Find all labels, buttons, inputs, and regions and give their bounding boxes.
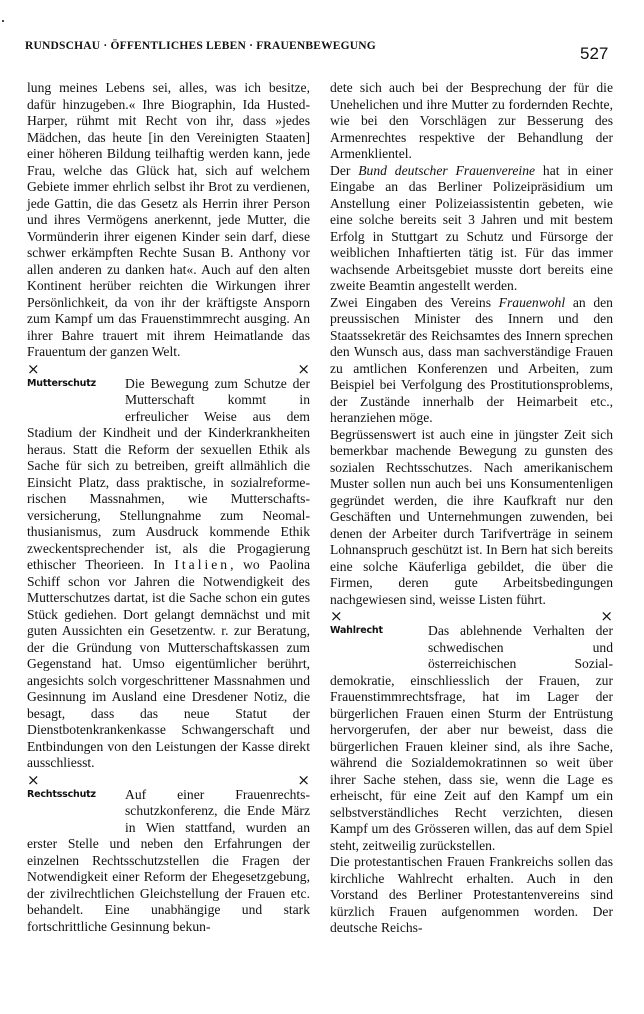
section-mutterschutz (27, 376, 310, 772)
scan-speck (2, 20, 4, 22)
paragraph-armenrecht: dete sich auch bei der Besprechung der für die Unehelichen und ihre Mutter zu fordernden Rechte, wie bei den Vorschlägen zur Besserung des Armenrechtes respektive der Behandlung der Armenklientel. (330, 80, 613, 161)
section-text-wahlrecht: Das ablehnende Verhalten der schwedischen und österreichischen Sozialdemokratie, einschliesslich der Frauen, zur Frauenstimmrechtsfrage, hat im Lager der bürgerlichen Frauen einen Sturm der Entrüstung hervorgerufen, der aber nur beweist, dass die bürgerlichen Frauen kleiner sind, als ihre Sache, während die Sozialdemokratinnen so weit über ihrer Sache stehen, dass sie, wenn die Lage es erheischt, für eine Zeit auf den Kampf um ein selbstverständliches Recht verzichten, diesen Kampf um des Grösseren willen, das auf dem Spiel steht, zeitweilig zurückstellen. (330, 623, 613, 853)
text: Der (330, 162, 359, 178)
cross-icon: × (330, 607, 343, 625)
right-column (330, 80, 613, 937)
section-heading-wahlrecht: Wahlrecht (330, 625, 383, 636)
section-text-rechtsschutz: Auf einer Frauenrechtsschutzkonferenz, die Ende März in Wien stattfand, wurden an erster Stelle und neben den Erfahrungen der einzelnen Rechtsschutzstellen die Fragen der Notwendigkeit einer Reform der Ehegesetzgebung, der zivilrechtlichen Gleichstellung der Frauen etc. behandelt. Eine unabhängige und stark fortschrittliche Gesinnung bekun- (27, 786, 310, 934)
cross-icon: × (600, 607, 613, 625)
text: Zwei Eingaben des Vereins (330, 294, 499, 310)
paragraph-polizeiassistentin (330, 163, 613, 295)
text: an den preussischen Minister des Innern und den Staatssekretär des Reichsamtes des Innern sprechen den Wunsch aus, dass man sachverständige Frauen zu amtlichen Konferenzen und Arbeiten, zum Beispiel bei Verfolgung des Prostitutionsproblems, der Zustände innerhalb der Heimarbeit etc., heranziehen möge. (330, 294, 613, 425)
paragraph-anthony: lung meines Lebens sei, alles, was ich besitze, dafür hinzugeben.« Ihre Biographin, Ida Husted-Harper, rühmt mit Recht von ihr, dass »jedes Mädchen, das heute [in den Vereinigten Staaten] einer höheren Bildung teilhaftig werden kann, jede Frau, welche das Glück hat, sich auf welchem Gebiete immer ehrlich selbst ihr Brot zu verdienen, jede Gattin, die das Gesetz als Herrin ihrer Person und ihres Vermögens anerkennt, jede Mutter, die Vormünderin ihrer eigenen Kinder sein darf, diese schwer erkämpften Rechte Susan B. Anthony vor allen anderen zu danken hat«. Auch auf den alten Kontinent herüber reichten die Wirkungen ihrer Persönlichkeit, da von ihr der kräftigste Ansporn zum Kampf um das Frauenstimmrecht ausging. An ihrer Bahre trauert mit ihrem Heimatlande das Frauentum der ganzen Welt. (27, 80, 310, 359)
section-text-mutterschutz (27, 376, 310, 772)
emphasis-bund-deutscher-frauenvereine: Bund deutscher Frauenvereine (358, 162, 536, 178)
emphasis-frauenwohl: Frauenwohl (498, 294, 566, 310)
text: hat in einer Eingabe an das Berliner Polizeipräsidium um Anstellung einer Polizeiassistentin gebeten, wie eine solche bereits seit 3 Jahren und mit bestem Erfolg in Stuttgart zu Schutz und Fürsorge der weiblichen Inhaftierten tätig ist. Für das immer wachsende Arbeitsgebiet musste dort bereits eine zweite Beamtin angestellt werden. (330, 162, 613, 293)
running-head: RUNDSCHAU · ÖFFENTLICHES LEBEN · FRAUENBEWEGUNG (25, 40, 376, 52)
section-heading-mutterschutz: Mutterschutz (27, 377, 96, 389)
emphasis-italien: Italien (174, 557, 231, 572)
section-heading-rechtsschutz: Rechtsschutz (27, 788, 96, 800)
left-column (27, 80, 310, 935)
section-divider (27, 359, 310, 378)
cross-icon: × (297, 770, 310, 789)
section-divider (27, 770, 310, 789)
cross-icon: × (27, 359, 40, 378)
section-divider (330, 609, 613, 623)
cross-icon: × (297, 359, 310, 378)
cross-icon: × (27, 770, 40, 789)
section-wahlrecht (330, 623, 613, 854)
text-after-italien: , wo Paolina Schiff schon vor Jahren die Notwendigkeit des Mutterschutzes dartat, ist die Sache schon ein gutes Stück gediehen. Dort gelangt demnächst und mit guten Aussichten ein Gesetzentw. r. zur Beratung, der die Gründung von Mutterschaftskassen zum Gegenstand hat. Umso eigentümlicher berührt, angesichts solch vorgeschrittener Massnahmen und Gesinnung im Ausland eine Dresdener Notiz, die besagt, dass das neue Statut der Dienstbotenkrankenkasse Schwangerschaft und Entbindungen von den Leistungen der Kasse direkt ausschliesst. (27, 557, 311, 770)
paragraph-frauenwohl (330, 295, 613, 427)
text-before-italien: Die Bewegung zum Schutze der Mutterschaft kommt in erfreulicher Weise aus dem Stadium der Kindheit und der Kinderkrankheiten heraus. Statt die Reform der sexuellen Ethik als Sache für sich zu betreiben, greift allmählich die Einsicht Platz, dass praktische, in sozialreformerischen Massnahmen, wie Mutterschaftsversicherung, Stellungnahme zum Neomalthusianismus, zum Ausdruck kommende Ethik zweckentsprechender ist, als die Progagierung ethischer Theorieen. In (27, 375, 310, 572)
paragraph-konsumentenligen: Begrüssenswert ist auch eine in jüngster Zeit sich bemerkbar machende Bewegung zu gunsten des sozialen Rechtsschutzes. Nach amerikanischem Muster sollen nun auch bei uns Konsumentenligen gegründet werden, die ihre Kaufkraft nur den Geschäften und Unternehmungen zuwenden, bei denen der Arbeiter durch Tarifverträge in seinem Lohnanspruch geschützt ist. In Bern hat sich bereits eine solche Käuferliga gebildet, die über die Firmen, deren gute Arbeitsbedingungen nachgewiesen sind, weisse Listen führt. (330, 426, 613, 607)
paragraph-frankreich: Die protestantischen Frauen Frankreichs sollen das kirchliche Wahlrecht erhalten. Auch in den Vorstand des Berliner Protestantenvereins sind kürzlich Frauen aufgenommen worden. Der deutsche Reichs- (330, 854, 613, 935)
page-number: 527 (580, 44, 609, 63)
section-rechtsschutz (27, 787, 310, 936)
